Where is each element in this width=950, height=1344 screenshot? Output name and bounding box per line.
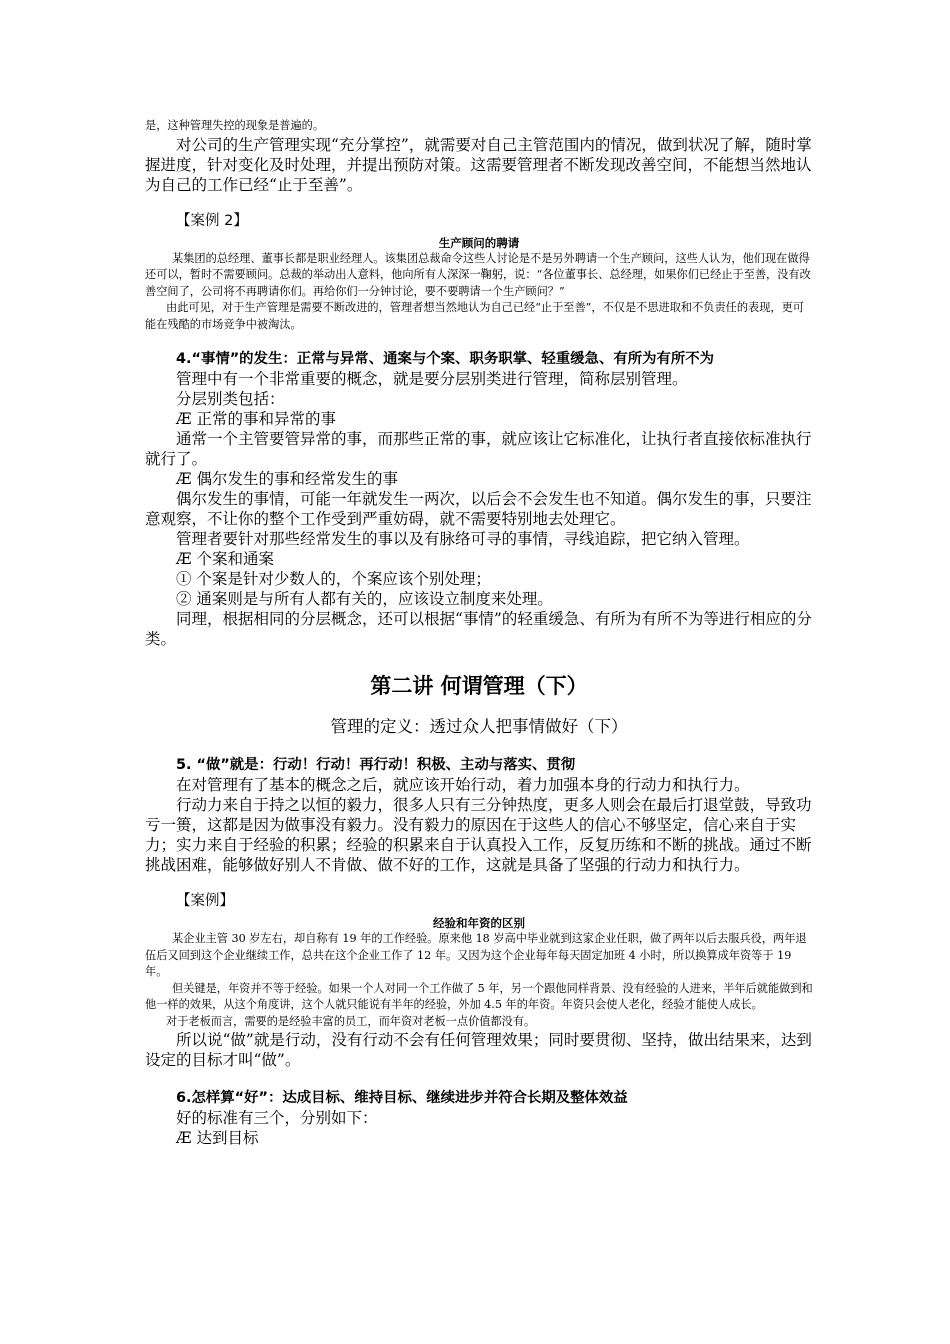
- case2-paragraph-2: 由此可见，对于生产管理是需要不断改进的，管理者想当然地认为自己已经“止于至善”，不仅是不思进取和不负责任的表现，更可能在残酷的市场竞争中被淘汰。: [145, 301, 804, 331]
- section-4-numbered-2: ② 通案则是与所有人都有关的，应该设立制度来处理。: [176, 590, 553, 608]
- case-paragraph-3: 对于老板而言，需要的是经验丰富的员工，而年资对老板一点价值都没有。: [166, 1014, 536, 1028]
- case-paragraph-2: 但关键是，年资并不等于经验。如果一个人对同一个工作做了 5 年，另一个跟他同样背景、没有经验的人进来，半年后就能做到和他一样的效果，从这个角度讲，这个人就只能说有半年的经验，外加 4.5 年的年资。年资只会使人老化，经验才能使人成长。: [145, 981, 813, 1011]
- intro-tail-line: 是，这种管理失控的现象是普遍的。: [145, 119, 325, 132]
- section-4-paragraph-1: 管理中有一个非常重要的概念，就是要分层别类进行管理，简称层别管理。: [176, 370, 688, 388]
- document-page: [145, 118, 813, 1148]
- case-paragraph-4: 所以说“做”就是行动，没有行动不会有任何管理效果；同时要贯彻、坚持，做出结果来，达到设定的目标才叫“做”。: [145, 1031, 812, 1069]
- section-4-bullet-1: Æ 正常的事和异常的事: [176, 410, 336, 428]
- section-4-paragraph-5: 管理者要针对那些经常发生的事以及有脉络可寻的事情，寻线追踪，把它纳入管理。: [176, 530, 750, 548]
- lecture-title: 第二讲 何谓管理（下）: [370, 674, 588, 698]
- section-5-paragraph-2: 行动力来自于持之以恒的毅力，很多人只有三分钟热度，更多人则会在最后打退堂鼓，导致功亏一篑，这都是因为做事没有毅力。没有毅力的原因在于这些人的信心不够坚定，信心来自于实力；实力来自于经验的积累；经验的积累来自于认真投入工作，反复历练和不断的挑战。通过不断挑战困难，能够做好别人不肯做、做不好的工作，这就是具备了坚强的行动力和执行力。: [145, 796, 812, 874]
- section-4-paragraph-6: 同理，根据相同的分层概念，还可以根据“事情”的轻重缓急、有所为有所不为等进行相应的分类。: [145, 610, 812, 648]
- section-6-heading: 6.怎样算“好”：达成目标、维持目标、继续进步并符合长期及整体效益: [176, 1090, 628, 1106]
- intro-paragraph: 对公司的生产管理实现“充分掌控”，就需要对自己主管范围内的情况，做到状况了解，随时掌握进度，针对变化及时处理，并提出预防对策。这需要管理者不断发现改善空间，不能想当然地认为自己的工作已经“止于至善”。: [145, 135, 812, 194]
- case2-title: 生产顾问的聘请: [438, 235, 520, 250]
- section-6-paragraph-1: 好的标准有三个，分别如下：: [176, 1109, 378, 1127]
- section-4-numbered-1: ① 个案是针对少数人的，个案应该个别处理；: [176, 570, 491, 588]
- section-5-heading: 5. “做”就是：行动！行动！再行动！积极、主动与落实、贯彻: [176, 757, 576, 773]
- case2-paragraph-1: 某集团的总经理、董事长都是职业经理人。该集团总裁命令这些人讨论是不是另外聘请一个生产顾问，这些人认为，他们现在做得还可以，暂时不需要顾问。总裁的举动出人意料，他向所有人深深一鞠躬，说：“各位董事长、总经理，如果你们已经止于至善，没有改善空间了，公司将不再聘请你们。再给你们一分钟讨论，要不要聘请一个生产顾问？”: [145, 251, 811, 298]
- section-4-paragraph-2: 分层别类包括：: [176, 390, 285, 408]
- section-4-paragraph-4: 偶尔发生的事情，可能一年就发生一两次，以后会不会发生也不知道。偶尔发生的事，只要注意观察，不让你的整个工作受到严重妨碍，就不需要特别地去处理它。: [145, 490, 812, 528]
- section-4-paragraph-3: 通常一个主管要管异常的事，而那些正常的事，就应该让它标准化，让执行者直接依标准执行就行了。: [145, 430, 812, 468]
- section-4-bullet-3: Æ 个案和通案: [176, 550, 274, 568]
- section-4-bullet-2: Æ 偶尔发生的事和经常发生的事: [176, 470, 398, 488]
- case-paragraph-1: 某企业主管 30 岁左右，却自称有 19 年的工作经验。原来他 18 岁高中毕业就到这家企业任职，做了两年以后去服兵役，两年退伍后又回到这个企业继续工作，总共在这个企业工作了 12 年。又因为这个企业每年每天固定加班 4 小时，所以换算成年资等于 19 年。: [145, 932, 807, 978]
- case-title: 经验和年资的区别: [433, 916, 525, 930]
- section-6-bullet-1: Æ 达到目标: [176, 1129, 259, 1147]
- lecture-subtitle: 管理的定义：透过众人把事情做好（下）: [330, 717, 628, 736]
- section-5-paragraph-1: 在对管理有了基本的概念之后，就应该开始行动，着力加强本身的行动力和执行力。: [176, 776, 750, 794]
- case2-label: 【案例 2】: [176, 212, 248, 229]
- case-label: 【案例】: [176, 893, 234, 909]
- section-4-heading: 4.“事情”的发生：正常与异常、通案与个案、职务职掌、轻重缓急、有所为有所不为: [176, 351, 715, 367]
